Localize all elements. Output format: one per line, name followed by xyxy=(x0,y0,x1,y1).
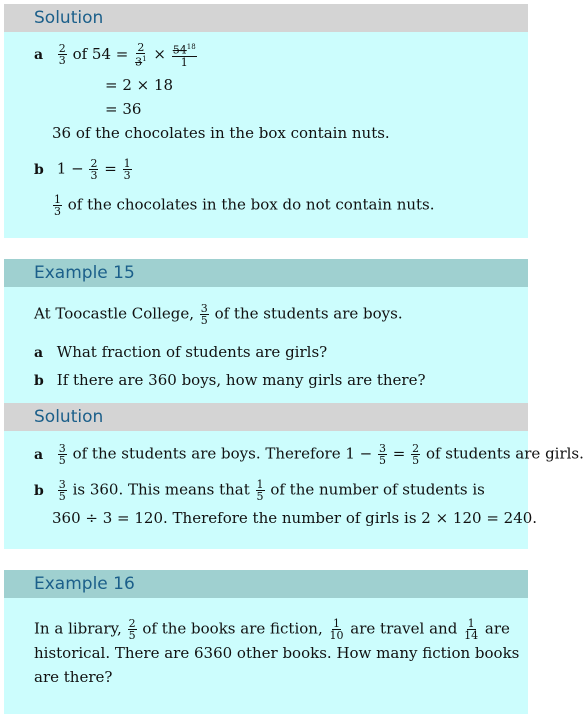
numerator: 3 xyxy=(200,302,208,315)
numerator: 1 xyxy=(333,617,340,630)
text: In a library, xyxy=(34,619,122,638)
example-15-question-b xyxy=(34,371,426,389)
solution-header: Solution xyxy=(4,4,528,32)
solution-header: Solution xyxy=(4,403,528,431)
numerator: 1 xyxy=(123,157,131,170)
example-15-intro xyxy=(34,303,403,326)
solution-a-line3: = 36 xyxy=(105,100,142,118)
part-label: b xyxy=(34,482,44,499)
text: are xyxy=(484,619,510,638)
example-15-question-a xyxy=(34,343,327,361)
denominator: 10 xyxy=(329,629,344,642)
text: of the number of students is xyxy=(270,480,485,499)
denominator: 5 xyxy=(58,454,66,467)
example-16-line2: historical. There are 6360 other books. How many fiction books xyxy=(34,644,520,662)
fraction xyxy=(58,479,67,502)
solution-2-a xyxy=(34,443,584,466)
example-16-line3: are there? xyxy=(34,668,113,686)
denominator: 1 xyxy=(180,55,188,69)
fraction xyxy=(89,158,98,181)
text: of the students are boys. xyxy=(214,304,403,323)
text: of 54 = xyxy=(72,44,129,63)
denominator: 5 xyxy=(128,629,136,642)
solution-2-b-line2: 360 ÷ 3 = 120. Therefore the number of girls is 2 × 120 = 240. xyxy=(52,509,538,527)
solution-b-line1 xyxy=(34,158,133,181)
fraction xyxy=(256,479,265,502)
denominator: 5 xyxy=(379,454,387,467)
part-label: a xyxy=(34,345,44,361)
fraction xyxy=(58,443,67,466)
numerator: 3 xyxy=(58,478,66,491)
example-16-panel xyxy=(4,598,528,714)
numerator xyxy=(172,42,197,57)
fraction xyxy=(378,443,387,466)
text: At Toocastle College, xyxy=(34,304,195,323)
denominator: 5 xyxy=(256,490,264,503)
denominator: 3 xyxy=(58,54,66,68)
text: of students are girls. xyxy=(425,444,584,463)
part-label: a xyxy=(34,446,44,463)
text: are travel and xyxy=(350,619,458,638)
fraction xyxy=(58,43,67,66)
fraction xyxy=(128,618,137,641)
example-16-header: Example 16 xyxy=(4,570,528,598)
text: is 360. This means that xyxy=(72,480,250,499)
denominator: 3 xyxy=(54,205,61,218)
fraction xyxy=(53,194,62,217)
text: If there are 360 boys, how many girls are there? xyxy=(56,371,426,389)
numerator: 2 xyxy=(137,41,145,54)
numerator: 1 xyxy=(256,478,264,491)
denominator: 5 xyxy=(58,490,66,503)
fraction xyxy=(200,303,209,326)
text: of the books are fiction, xyxy=(142,619,323,638)
part-label: b xyxy=(34,161,44,178)
text: of the chocolates in the box do not contain nuts. xyxy=(67,195,435,214)
numerator: 2 xyxy=(58,42,66,56)
numerator: 3 xyxy=(379,442,387,455)
numerator: 1 xyxy=(467,617,475,630)
part-label: b xyxy=(34,373,44,389)
cancel-result: 18 xyxy=(186,43,196,51)
equals-sign: = xyxy=(104,159,117,178)
numerator: 2 xyxy=(412,442,420,455)
solution-a-line1 xyxy=(34,42,198,68)
denominator: 3 xyxy=(90,169,98,182)
example-16-line1 xyxy=(34,618,510,641)
times-sign: × xyxy=(153,44,166,63)
denominator: 5 xyxy=(412,454,420,467)
example-15-panel xyxy=(4,287,528,403)
text: What fraction of students are girls? xyxy=(56,343,328,361)
numerator: 3 xyxy=(58,442,66,455)
cancelled-number: 54 xyxy=(172,43,187,57)
fraction xyxy=(123,158,132,181)
numerator: 1 xyxy=(54,193,61,206)
equals-sign: = xyxy=(392,444,406,463)
solution-panel xyxy=(4,32,528,238)
solution-b-conclusion xyxy=(52,194,435,217)
fraction xyxy=(329,618,345,641)
text: 1 − xyxy=(56,159,84,178)
solution-2-b-line1 xyxy=(34,479,485,502)
fraction xyxy=(411,443,420,466)
solution-panel xyxy=(4,431,584,549)
part-label: a xyxy=(34,46,44,63)
solution-a-conclusion: 36 of the chocolates in the box contain nuts. xyxy=(52,124,390,142)
denominator: 3 xyxy=(123,169,131,182)
denominator: 5 xyxy=(200,314,208,327)
denominator xyxy=(134,54,147,68)
fraction xyxy=(134,42,147,68)
fraction xyxy=(463,618,479,641)
fraction xyxy=(172,42,197,68)
denominator: 14 xyxy=(464,629,479,642)
text: of the students are boys. Therefore 1 − xyxy=(72,444,373,463)
cancel-result: 1 xyxy=(142,55,147,63)
numerator: 2 xyxy=(128,617,136,630)
example-15-header: Example 15 xyxy=(4,259,528,287)
numerator: 2 xyxy=(90,157,98,170)
solution-a-line2: = 2 × 18 xyxy=(105,76,174,94)
cancelled-digit: 3 xyxy=(135,55,143,69)
